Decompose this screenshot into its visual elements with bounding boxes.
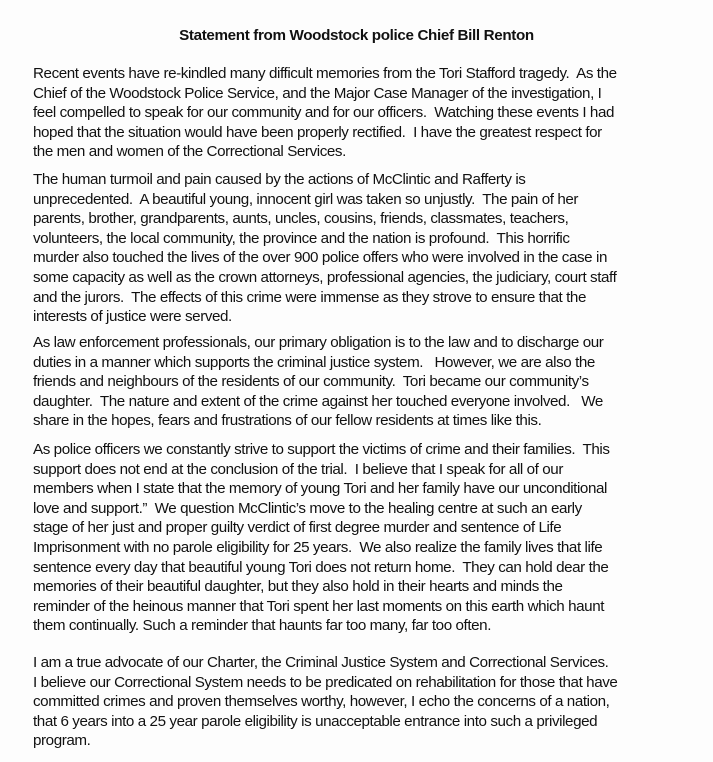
paragraph-line: volunteers, the local community, the province and the nation is profound. This horrific [33, 229, 570, 247]
paragraph-line: The human turmoil and pain caused by the actions of McClintic and Rafferty is [33, 171, 526, 188]
paragraph-line: parents, brother, grandparents, aunts, uncles, cousins, friends, classmates, teachers, [33, 210, 569, 228]
paragraph-line: reminder of the heinous manner that Tori spent her last moments on this earth which haunt [33, 597, 605, 615]
paragraph-line: As law enforcement professionals, our primary obligation is to the law and to discharge our [33, 334, 604, 351]
paragraph-line: them continually. Such a reminder that haunts far too many, far too often. [33, 617, 491, 635]
paragraph-line: program. [33, 732, 91, 750]
paragraph-line: memories of their beautiful daughter, but they also hold in their hearts and minds the [33, 578, 563, 596]
paragraph-line: murder also touched the lives of the over 900 police offers who were involved in the case in [33, 249, 607, 267]
paragraph-line: support does not end at the conclusion of the trial. I believe that I speak for all of our [33, 460, 563, 478]
paragraph-line: duties in a manner which supports the criminal justice system. However, we are also the [33, 353, 595, 371]
paragraph-advocacy [33, 653, 713, 751]
paragraph-intro [33, 64, 713, 162]
paragraph-law-enforcement [33, 333, 713, 431]
paragraph-victim-support [33, 440, 713, 636]
paragraph-line: I am a true advocate of our Charter, the Criminal Justice System and Correctional Services. [33, 654, 609, 671]
paragraph-line: sentence every day that beautiful young Tori does not return home. They can hold dear the [33, 558, 609, 576]
paragraph-line: As police officers we constantly strive to support the victims of crime and their families. This [33, 441, 610, 458]
paragraph-line: friends and neighbours of the residents of our community. Tori became our community’s [33, 373, 589, 391]
paragraph-turmoil [33, 170, 713, 327]
paragraph-line: daughter. The nature and extent of the crime against her touched everyone involved. We [33, 392, 603, 410]
paragraph-line: interests of justice were served. [33, 308, 232, 326]
paragraph-line: Imprisonment with no parole eligibility for 25 years. We also realize the family lives that life [33, 538, 603, 556]
paragraph-line: share in the hopes, fears and frustrations of our fellow residents at times like this. [33, 412, 542, 430]
paragraph-line: Chief of the Woodstock Police Service, and the Major Case Manager of the investigation, I [33, 84, 602, 102]
paragraph-line: some capacity as well as the crown attorneys, professional agencies, the judiciary, court staff [33, 268, 617, 286]
document-title: Statement from Woodstock police Chief Bill Renton [179, 27, 534, 44]
paragraph-line: feel compelled to speak for our community and for our officers. Watching these events I had [33, 104, 614, 122]
paragraph-line: love and support.” We question McClintic’s move to the healing centre at such an early [33, 499, 582, 517]
paragraph-line: hoped that the situation would have been properly rectified. I have the greatest respect for [33, 123, 602, 141]
paragraph-line: I believe our Correctional System needs to be predicated on rehabilitation for those that have [33, 673, 618, 691]
paragraph-line: Recent events have re-kindled many difficult memories from the Tori Stafford tragedy. As the [33, 65, 617, 82]
paragraph-line: and the jurors. The effects of this crime were immense as they strove to ensure that the [33, 288, 586, 306]
paragraph-line: the men and women of the Correctional Services. [33, 143, 346, 161]
paragraph-line: stage of her just and proper guilty verdict of first degree murder and sentence of Life [33, 519, 562, 537]
paragraph-line: committed crimes and proven themselves worthy, however, I echo the concerns of a nation, [33, 693, 610, 711]
paragraph-line: that 6 years into a 25 year parole eligibility is unacceptable entrance into such a privileged [33, 712, 598, 730]
paragraph-line: unprecedented. A beautiful young, innocent girl was taken so unjustly. The pain of her [33, 190, 579, 208]
paragraph-line: members when I state that the memory of young Tori and her family have our unconditional [33, 480, 607, 498]
